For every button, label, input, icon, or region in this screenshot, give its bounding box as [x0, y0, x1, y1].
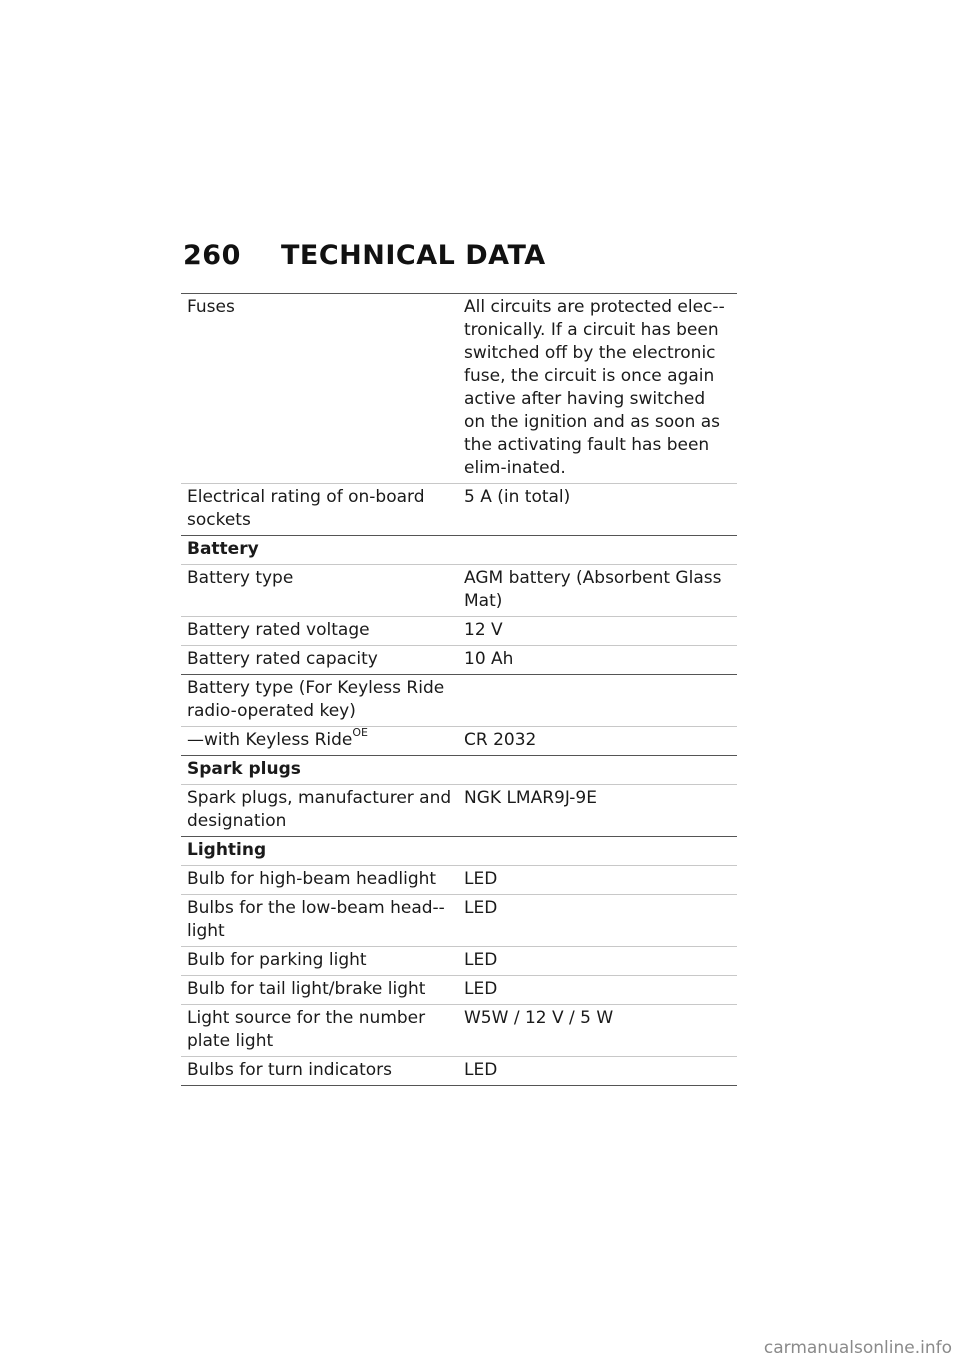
technical-data-table — [181, 293, 737, 1086]
spec-value — [458, 675, 737, 727]
spec-value: CR 2032 — [464, 730, 537, 750]
watermark: carmanualsonline.info — [763, 1338, 952, 1358]
spec-label: Battery type — [187, 568, 294, 588]
spec-value: NGK LMAR9J-9E — [464, 788, 597, 808]
table-row — [181, 976, 737, 1005]
table-row — [181, 947, 737, 976]
table-row — [181, 785, 737, 837]
section-heading-spark-plugs — [181, 756, 737, 785]
spec-value: 5 A (in total) — [464, 487, 571, 507]
table-row — [181, 727, 737, 756]
spec-label: Bulb for parking light — [187, 950, 367, 970]
table-row — [181, 675, 737, 727]
spec-label: Spark plugs, manufacturer and designation — [187, 788, 452, 831]
table-row — [181, 484, 737, 536]
spec-value: W5W / 12 V / 5 W — [464, 1008, 614, 1028]
page-number: 260 — [183, 240, 241, 271]
table-row — [181, 895, 737, 947]
spec-value: LED — [464, 979, 498, 999]
section-label: Lighting — [187, 840, 267, 860]
section-heading-battery — [181, 536, 737, 565]
spec-value: 10 Ah — [464, 649, 514, 669]
table-row — [181, 294, 737, 484]
table-row — [181, 617, 737, 646]
spec-label-text: —with Keyless Ride — [187, 730, 353, 750]
spec-label: Electrical rating of on-board sockets — [187, 487, 425, 530]
table-row — [181, 646, 737, 675]
table-row — [181, 565, 737, 617]
spec-label: Battery rated capacity — [187, 649, 378, 669]
spec-label: Battery type (For Keyless Ride radio-operated key) — [187, 678, 445, 721]
spec-label — [181, 727, 458, 756]
spec-value: All circuits are protected elec-tronically. If a circuit has been switched off by the electronic fuse, the circuit is once again active after having switched on the ignition and as soon as the activating fault has been elim-inated. — [464, 297, 725, 478]
spec-value: 12 V — [464, 620, 503, 640]
spec-label: Bulb for high-beam headlight — [187, 869, 437, 889]
spec-label: Bulbs for the low-beam head-light — [187, 898, 445, 941]
section-heading-lighting — [181, 837, 737, 866]
table-row — [181, 1057, 737, 1086]
optional-equipment-marker: OE — [352, 726, 368, 740]
section-label: Spark plugs — [187, 759, 301, 779]
spec-label: Light source for the number plate light — [187, 1008, 426, 1051]
spec-label: Bulb for tail light/brake light — [187, 979, 426, 999]
spec-label: Bulbs for turn indicators — [187, 1060, 392, 1080]
spec-value: LED — [464, 898, 498, 918]
table-row — [181, 1005, 737, 1057]
spec-value: LED — [464, 950, 498, 970]
spec-label: Fuses — [187, 297, 235, 317]
page-header — [183, 240, 546, 271]
section-label: Battery — [187, 539, 259, 559]
page-title: TECHNICAL DATA — [281, 240, 546, 271]
spec-value: LED — [464, 1060, 498, 1080]
table-row — [181, 866, 737, 895]
spec-value: AGM battery (Absorbent Glass Mat) — [464, 568, 722, 611]
spec-value: LED — [464, 869, 498, 889]
spec-label: Battery rated voltage — [187, 620, 370, 640]
